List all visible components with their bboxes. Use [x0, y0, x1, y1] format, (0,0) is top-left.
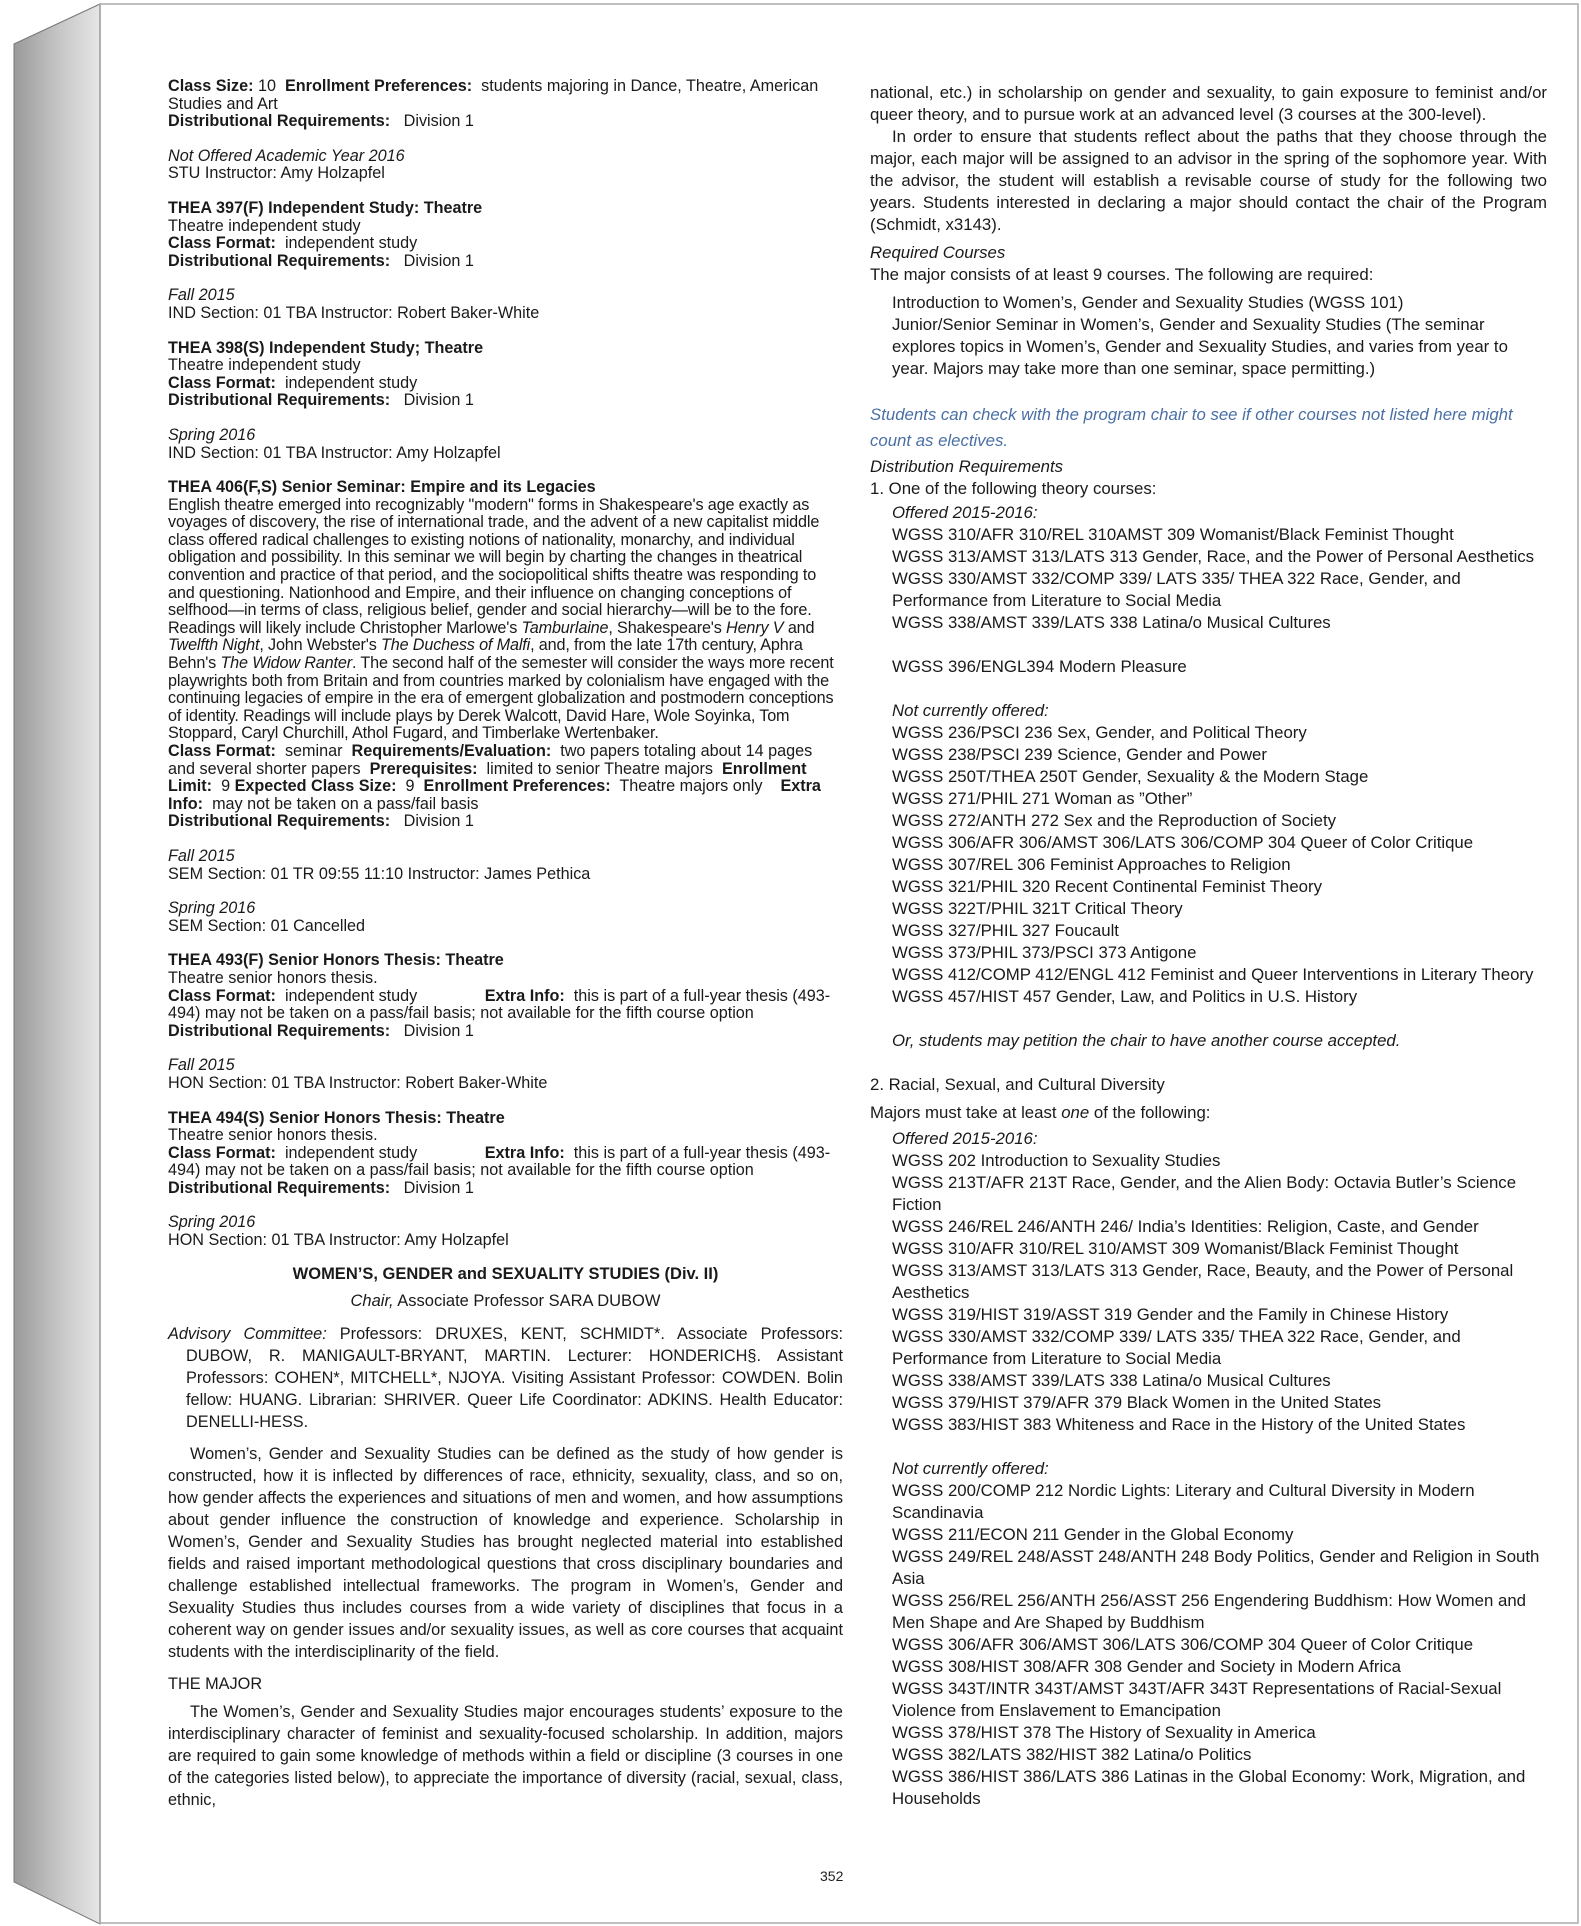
course-item: WGSS 382/LATS 382/HIST 382 Latina/o Politics	[892, 1745, 1252, 1764]
course-item: Junior/Senior Seminar in Women’s, Gender and Sexuality Studies (The seminar explores topics in Women’s, Gender and Sexuality Studies, and varies from year to year. Majors may take more than one seminar, space permitting.)	[892, 315, 1508, 378]
course-item: WGSS 322T/PHIL 321T Critical Theory	[892, 899, 1183, 918]
course-item: WGSS 330/AMST 332/COMP 339/ LATS 335/ THEA 322 Race, Gender, and Performance from Literature to Social Media	[892, 569, 1461, 610]
course-description: Theatre independent study	[168, 356, 361, 375]
course-description: Theatre senior honors thesis.	[168, 968, 378, 987]
class-format-value: independent study	[284, 234, 418, 253]
course-item: WGSS 306/AFR 306/AMST 306/LATS 306/COMP 304 Queer of Color Critique	[892, 833, 1474, 852]
course-item: WGSS 321/PHIL 320 Recent Continental Feminist Theory	[892, 877, 1322, 896]
class-size-value: 10	[257, 77, 276, 95]
course-item: WGSS 319/HIST 319/ASST 319 Gender and the Family in Chinese History	[892, 1305, 1449, 1324]
dist-req-label: Distributional Requirements:	[168, 812, 391, 831]
department-chair: Chair, Associate Professor SARA DUBOW	[350, 1292, 661, 1311]
course-item: WGSS 200/COMP 212 Nordic Lights: Literary and Cultural Diversity in Modern Scandinavia	[892, 1481, 1475, 1522]
major-heading: THE MAJOR	[168, 1674, 263, 1693]
diversity-not-offered-list	[870, 1480, 1547, 1810]
dist-req-value: Division 1	[403, 1178, 474, 1197]
course-block-thea-397	[168, 200, 843, 323]
course-item: WGSS 373/PHIL 373/PSCI 373 Antigone	[892, 943, 1197, 962]
dist-req-value: Division 1	[403, 251, 474, 270]
theory-offered-list	[870, 524, 1547, 634]
term-label: Not Offered Academic Year 2016	[168, 146, 405, 165]
course-item: WGSS 236/PSCI 236 Sex, Gender, and Political Theory	[892, 723, 1307, 742]
course-item: WGSS 271/PHIL 271 Woman as ”Other”	[892, 789, 1193, 808]
wgss-section	[168, 1266, 843, 1811]
course-item: WGSS 310/AFR 310/REL 310AMST 309 Womanist/Black Feminist Thought	[892, 525, 1454, 544]
required-courses-intro: The major consists of at least 9 courses. The following are required:	[870, 265, 1374, 284]
dist-req-value: Division 1	[403, 812, 474, 831]
page-number: 352	[820, 1868, 844, 1884]
section-info: HON Section: 01 TBA Instructor: Robert Baker-White	[168, 1073, 548, 1092]
major-description-continued: national, etc.) in scholarship on gender and sexuality, to gain exposure to feminist and/or queer theory, and to pursue work at an advanced level (3 courses at the 300-level).	[870, 83, 1547, 124]
course-item: WGSS 386/HIST 386/LATS 386 Latinas in the Global Economy: Work, Migration, and Households	[892, 1767, 1526, 1808]
course-item: WGSS 246/REL 246/ANTH 246/ India’s Identities: Religion, Caste, and Gender	[892, 1217, 1479, 1236]
course-item: WGSS 313/AMST 313/LATS 313 Gender, Race, Beauty, and the Power of Personal Aesthetics	[892, 1261, 1514, 1302]
course-item: WGSS 211/ECON 211 Gender in the Global Economy	[892, 1525, 1294, 1544]
course-description: Theatre senior honors thesis.	[168, 1126, 378, 1145]
dist-req-label: Distributional Requirements:	[168, 1178, 391, 1197]
course-item: WGSS 256/REL 256/ANTH 256/ASST 256 Engendering Buddhism: How Women and Men Shape and Are Shaped by Buddhism	[892, 1591, 1526, 1632]
required-courses-heading: Required Courses	[870, 243, 1006, 262]
term-label: Spring 2016	[168, 1213, 256, 1232]
term-label: Spring 2016	[168, 899, 256, 918]
enrollment-preferences-label: Enrollment Preferences:	[285, 77, 473, 95]
course-item: WGSS 396/ENGL394 Modern Pleasure	[892, 657, 1187, 676]
course-item: WGSS 306/AFR 306/AMST 306/LATS 306/COMP 304 Queer of Color Critique	[892, 1635, 1474, 1654]
course-block-thea-493	[168, 952, 843, 1092]
course-details: Class Format: independent study Extra Info: this is part of a full-year thesis (493-494) may not be taken on a pass/fail basis; not available for the fifth course option	[168, 1143, 831, 1180]
course-details: Class Format: independent study Extra Info: this is part of a full-year thesis (493-494) may not be taken on a pass/fail basis; not available for the fifth course option	[168, 986, 831, 1023]
right-column	[870, 82, 1547, 1810]
section-info: STU Instructor: Amy Holzapfel	[168, 164, 385, 183]
section-info: HON Section: 01 TBA Instructor: Amy Holzapfel	[168, 1231, 509, 1250]
offered-label: Offered 2015-2016:	[892, 503, 1038, 522]
course-item: WGSS 250T/THEA 250T Gender, Sexuality & the Modern Stage	[892, 767, 1369, 786]
class-format-label: Class Format:	[168, 234, 276, 253]
theory-heading: 1. One of the following theory courses:	[870, 479, 1157, 498]
course-item: WGSS 238/PSCI 239 Science, Gender and Power	[892, 745, 1267, 764]
dist-req-label: Distributional Requirements:	[168, 112, 391, 131]
course-item: WGSS 338/AMST 339/LATS 338 Latina/o Musical Cultures	[892, 1371, 1331, 1390]
course-item: WGSS 202 Introduction to Sexuality Studies	[892, 1151, 1221, 1170]
required-courses-list	[870, 292, 1547, 380]
course-block-thea-494	[168, 1110, 843, 1250]
section-info: IND Section: 01 TBA Instructor: Amy Holzapfel	[168, 443, 501, 462]
course-block-1	[168, 78, 843, 183]
course-title: THEA 406(F,S) Senior Seminar: Empire and its Legacies	[168, 478, 596, 497]
course-item: WGSS 457/HIST 457 Gender, Law, and Politics in U.S. History	[892, 987, 1358, 1006]
course-item: WGSS 378/HIST 378 The History of Sexuality in America	[892, 1723, 1316, 1742]
dist-req-value: Division 1	[403, 1021, 474, 1040]
course-item: Introduction to Women’s, Gender and Sexuality Studies (WGSS 101)	[892, 293, 1404, 312]
course-title: THEA 397(F) Independent Study: Theatre	[168, 198, 483, 217]
course-item: WGSS 379/HIST 379/AFR 379 Black Women in the United States	[892, 1393, 1382, 1412]
term-label: Spring 2016	[168, 425, 256, 444]
department-heading: WOMEN’S, GENDER and SEXUALITY STUDIES (Div. II)	[292, 1264, 719, 1283]
dist-req-value: Division 1	[403, 112, 474, 131]
term-label: Fall 2015	[168, 846, 235, 865]
course-item: WGSS 330/AMST 332/COMP 339/ LATS 335/ THEA 322 Race, Gender, and Performance from Literature to Social Media	[892, 1327, 1461, 1368]
course-block-thea-406	[168, 479, 843, 935]
course-item: WGSS 249/REL 248/ASST 248/ANTH 248 Body Politics, Gender and Religion in South Asia	[892, 1547, 1540, 1588]
dist-req-label: Distributional Requirements:	[168, 251, 391, 270]
enrollment-preferences-value: students majoring in Dance, Theatre, American Studies and Art	[168, 77, 819, 113]
course-item: WGSS 412/COMP 412/ENGL 412 Feminist and Queer Interventions in Literary Theory	[892, 965, 1534, 984]
not-offered-label: Not currently offered:	[892, 1459, 1049, 1478]
not-offered-label: Not currently offered:	[892, 701, 1049, 720]
term-label: Fall 2015	[168, 1056, 235, 1075]
petition-note: Or, students may petition the chair to have another course accepted.	[892, 1031, 1401, 1050]
offered-label: Offered 2015-2016:	[892, 1129, 1038, 1148]
course-item: WGSS 338/AMST 339/LATS 338 Latina/o Musical Cultures	[892, 613, 1331, 632]
section-info: SEM Section: 01 Cancelled	[168, 916, 366, 935]
course-title: THEA 494(S) Senior Honors Thesis: Theatre	[168, 1108, 505, 1127]
course-item: WGSS 327/PHIL 327 Foucault	[892, 921, 1119, 940]
electives-note: Students can check with the program chair to see if other courses not listed here might count as electives.	[870, 405, 1513, 450]
dist-req-value: Division 1	[403, 391, 474, 410]
course-item: WGSS 272/ANTH 272 Sex and the Reproduction of Society	[892, 811, 1337, 830]
course-item: WGSS 307/REL 306 Feminist Approaches to Religion	[892, 855, 1291, 874]
class-format-label: Class Format:	[168, 373, 276, 392]
distribution-heading: Distribution Requirements	[870, 457, 1064, 476]
course-item: WGSS 383/HIST 383 Whiteness and Race in the History of the United States	[892, 1415, 1466, 1434]
course-block-thea-398	[168, 340, 843, 463]
course-title: THEA 493(F) Senior Honors Thesis: Theatre	[168, 951, 504, 970]
course-item: WGSS 213T/AFR 213T Race, Gender, and the Alien Body: Octavia Butler’s Science Fiction	[892, 1173, 1517, 1214]
department-intro: Women’s, Gender and Sexuality Studies can be defined as the study of how gender is constructed, how it is inflected by differences of race, ethnicity, sexuality, class, and so on, how gender affects the experiences and situations of men and women, and how assumptions about gender influence the construction of knowledge and experience. Scholarship in Women’s, Gender and Sexuality Studies has brought neglected material into established fields and raised important methodological questions that cross disciplinary boundaries and challenge established intellectual frameworks. The program in Women’s, Gender and Sexuality Studies thus includes courses from a wide variety of disciplines that focus in a coherent way on gender issues and/or sexuality issues, as well as core courses that acquaint students with the interdisciplinarity of the field.	[168, 1444, 843, 1661]
diversity-intro: Majors must take at least one of the following:	[870, 1103, 1211, 1122]
diversity-offered-list	[870, 1150, 1547, 1436]
course-title: THEA 398(S) Independent Study; Theatre	[168, 338, 484, 357]
left-column	[168, 78, 843, 1811]
class-format-value: independent study	[284, 373, 418, 392]
term-label: Fall 2015	[168, 286, 235, 305]
course-item: WGSS 310/AFR 310/REL 310/AMST 309 Womanist/Black Feminist Thought	[892, 1239, 1459, 1258]
dist-req-label: Distributional Requirements:	[168, 1021, 391, 1040]
course-details: Class Format: seminar Requirements/Evaluation: two papers totaling about 14 pages and several shorter papers Prerequisites: limited to senior Theatre majors Enrollment Limit: 9 Expected Class Size: 9 Enrollment Preferences: Theatre majors only Extra Info: may not be taken on a pass/fail basis	[168, 742, 821, 813]
section-info: IND Section: 01 TBA Instructor: Robert Baker-White	[168, 303, 540, 322]
advisor-paragraph: In order to ensure that students reflect about the paths that they choose through the major, each major will be assigned to an advisor in the spring of the sophomore year. With the advisor, the student will establish a revisable course of study for the following two years. Students interested in declaring a major should contact the chair of the Program (Schmidt, x3143).	[870, 127, 1547, 234]
course-item: WGSS 313/AMST 313/LATS 313 Gender, Race, and the Power of Personal Aesthetics	[892, 547, 1535, 566]
class-size-label: Class Size:	[168, 77, 254, 95]
course-description: English theatre emerged into recognizably "modern" forms in Shakespeare's age exactly as voyages of discovery, the rise of international trade, and the advent of a new capitalist middle class offered radical challenges to existing notions of nationality, monarchy, and individual obligation and possibility. In this seminar we will begin by charting the changes in theatrical convention and practice of that period, and the sociopolitical shifts theatre was responding to and questioning. Nationhood and Empire, and their influence on changing conceptions of selfhood—in terms of class, religious belief, gender and social hierarchy—will be to the fore. Readings will likely include Christopher Marlowe's Tamburlaine, Shakespeare's Henry V and Twelfth Night, John Webster's The Duchess of Malfi, and, from the late 17th century, Aphra Behn's The Widow Ranter. The second half of the semester will consider the ways more recent playwrights both from Britain and from countries marked by colonialism have engaged with the continuing legacies of empire in the era of emergent globalization and postmodern conceptions of identity. Readings will include plays by Derek Walcott, David Hare, Wole Soyinka, Tom Stoppard, Caryl Churchill, Athol Fugard, and Timberlake Wertenbaker.	[168, 495, 834, 743]
dist-req-label: Distributional Requirements:	[168, 391, 391, 410]
advisory-committee: Advisory Committee: Professors: DRUXES, KENT, SCHMIDT*. Associate Professors: DUBOW, R. MANIGAULT-BRYANT, MARTIN. Lecturer: HONDERICH§. Assistant Professors: COHEN*, MITCHELL*, NJOYA. Visiting Assistant Professor: COWDEN. Bolin fellow: HUANG. Librarian: SHRIVER. Queer Life Coordinator: ADKINS. Health Educator: DENELLI-HESS.	[168, 1324, 843, 1431]
section-info: SEM Section: 01 TR 09:55 11:10 Instructor: James Pethica	[168, 864, 591, 883]
course-item: WGSS 343T/INTR 343T/AMST 343T/AFR 343T Representations of Racial-Sexual Violence from Enslavement to Emancipation	[892, 1679, 1502, 1720]
course-description: Theatre independent study	[168, 216, 361, 235]
major-description: The Women’s, Gender and Sexuality Studies major encourages students’ exposure to the interdisciplinary character of feminist and sexuality-focused scholarship. In addition, majors are required to gain some knowledge of methods within a field or discipline (3 courses in one of the categories listed below), to appreciate the importance of diversity (racial, sexual, class, ethnic,	[168, 1702, 843, 1809]
course-item: WGSS 308/HIST 308/AFR 308 Gender and Society in Modern Africa	[892, 1657, 1401, 1676]
theory-not-offered-list	[870, 722, 1547, 1008]
diversity-heading: 2. Racial, Sexual, and Cultural Diversity	[870, 1075, 1165, 1094]
